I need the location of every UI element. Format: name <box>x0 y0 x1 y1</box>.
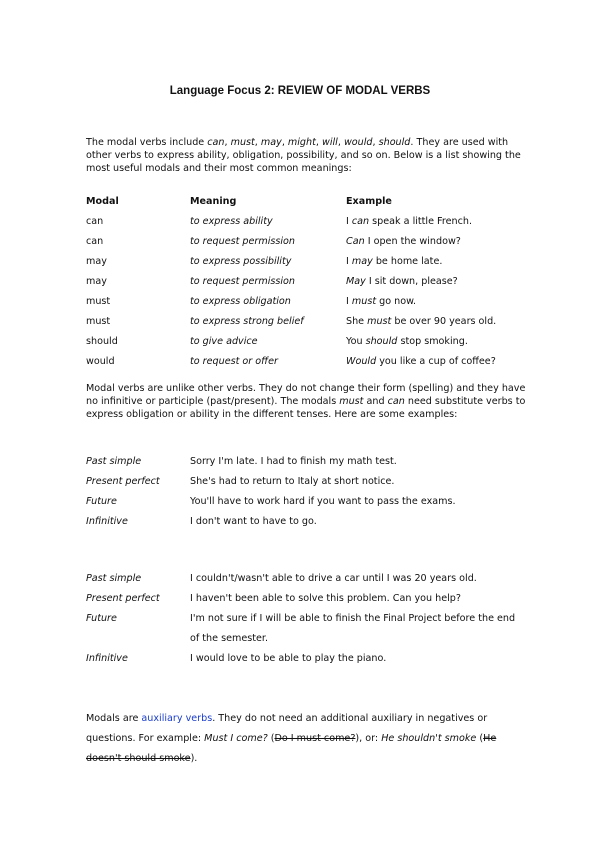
auxiliary-paragraph: Modals are auxiliary verbs. They do not need an additional auxiliary in negatives or questions. For example: Must I come? (Do I must come?), or: He shouldn't smoke (He doesn't should smoke). <box>86 713 497 764</box>
header-modal: Modal <box>86 196 119 207</box>
header-meaning: Meaning <box>190 196 237 207</box>
incorrect-example: Do I must come? <box>274 733 356 744</box>
header-example: Example <box>346 196 392 207</box>
intro-paragraph: The modal verbs include can, must, may, might, will, would, should. They are used with other verbs to express ability, obligation, possibility, and so on. Below is a list showing the most useful modals and their most common meanings: <box>86 137 521 174</box>
unlike-paragraph: Modal verbs are unlike other verbs. They do not change their form (spelling) and they have no infinitive or participle (past/present). The modals must and can need substitute verbs to express obligation or ability in the different tenses. Here are some examples: <box>86 383 526 420</box>
page-title: Language Focus 2: REVIEW OF MODAL VERBS <box>169 85 431 97</box>
incorrect-example: He doesn't should smoke <box>86 733 497 764</box>
auxiliary-verbs-link[interactable]: auxiliary verbs <box>141 713 213 724</box>
